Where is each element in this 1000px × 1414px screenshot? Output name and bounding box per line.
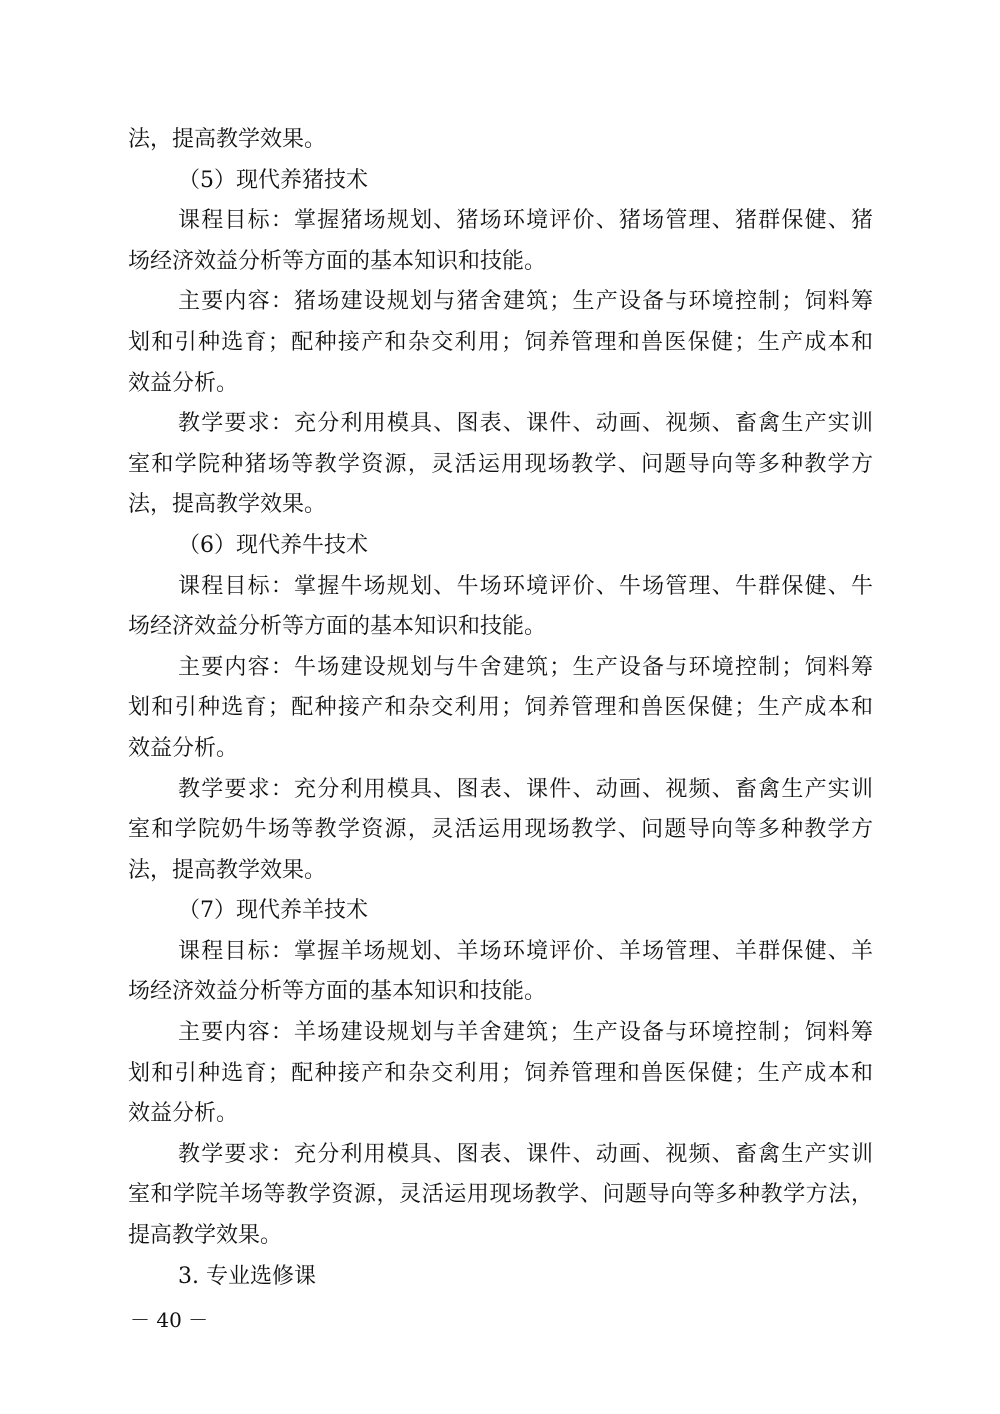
text-line: 主要内容：羊场建设规划与羊舍建筑；生产设备与环境控制；饲料筹 [178,1020,873,1046]
section-heading: （6）现代养牛技术 [178,532,368,558]
text-line: 课程目标：掌握牛场规划、牛场环境评价、牛场管理、牛群保健、牛 [178,573,873,599]
text-line: 法，提高教学效果。 [128,857,327,883]
page-number: － 40 － [130,1308,209,1332]
text-line: 划和引种选育；配种接产和杂交利用；饲养管理和兽医保健；生产成本和 [128,329,873,355]
text-line: 教学要求：充分利用模具、图表、课件、动画、视频、畜禽生产实训 [178,411,873,437]
text-line: 课程目标：掌握猪场规划、猪场环境评价、猪场管理、猪群保健、猪 [178,208,873,234]
section-heading: （7）现代养羊技术 [178,898,368,924]
text-line: 教学要求：充分利用模具、图表、课件、动画、视频、畜禽生产实训 [178,1141,873,1167]
text-line: 场经济效益分析等方面的基本知识和技能。 [128,614,547,640]
text-line: 室和学院奶牛场等教学资源，灵活运用现场教学、问题导向等多种教学方 [128,817,873,843]
text-line: 场经济效益分析等方面的基本知识和技能。 [128,979,547,1005]
text-line: 主要内容：牛场建设规划与牛舍建筑；生产设备与环境控制；饲料筹 [178,654,873,680]
text-line: 室和学院种猪场等教学资源，灵活运用现场教学、问题导向等多种教学方 [128,451,873,477]
text-line: 课程目标：掌握羊场规划、羊场环境评价、羊场管理、羊群保健、羊 [178,938,873,964]
text-line: 室和学院羊场等教学资源，灵活运用现场教学、问题导向等多种教学方法， [128,1182,873,1208]
text-line: 法，提高教学效果。 [128,492,327,518]
text-line: 效益分析。 [128,370,239,396]
text-line: 提高教学效果。 [128,1223,283,1249]
text-line: 主要内容：猪场建设规划与猪舍建筑；生产设备与环境控制；饲料筹 [178,289,873,315]
page-body [128,120,873,1297]
text-line: 效益分析。 [128,735,239,761]
text-line: 划和引种选育；配种接产和杂交利用；饲养管理和兽医保健；生产成本和 [128,1060,873,1086]
text-line: 场经济效益分析等方面的基本知识和技能。 [128,248,547,274]
section-heading: 3. 专业选修课 [178,1263,316,1289]
text-line: 教学要求：充分利用模具、图表、课件、动画、视频、畜禽生产实训 [178,776,873,802]
section-heading: （5）现代养猪技术 [178,167,368,193]
text-line: 效益分析。 [128,1101,239,1127]
text-line: 法，提高教学效果。 [128,127,327,152]
text-line: 划和引种选育；配种接产和杂交利用；饲养管理和兽医保健；生产成本和 [128,695,873,721]
